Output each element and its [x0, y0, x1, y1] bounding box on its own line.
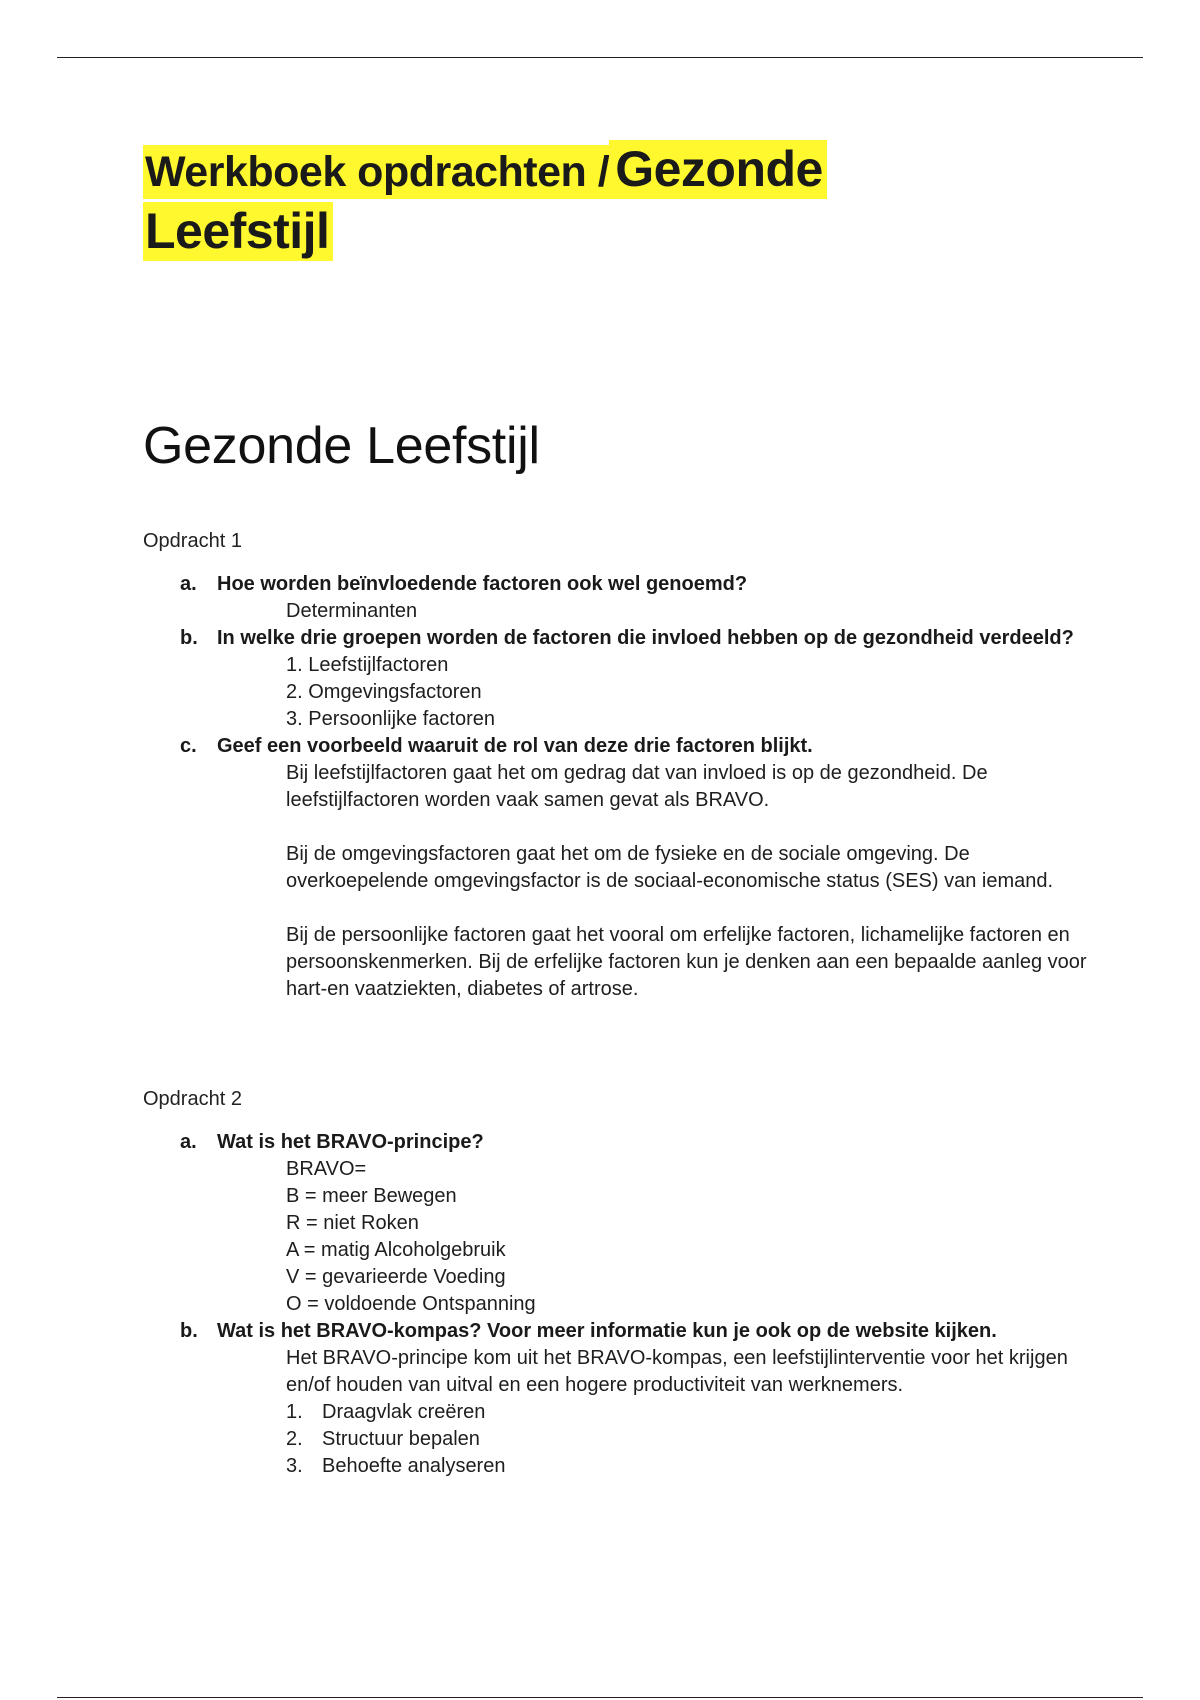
- question-2a: [143, 1129, 1093, 1156]
- list-text: Behoefte analyseren: [322, 1455, 506, 1477]
- question-text: Wat is het BRAVO-principe?: [217, 1131, 484, 1153]
- bravo-line: O = voldoende Ontspanning: [286, 1293, 536, 1315]
- answer-2a: [143, 1156, 1093, 1318]
- list-item: 2. Omgevingsfactoren: [286, 681, 482, 703]
- question-1b: [143, 625, 1093, 652]
- question-text: Wat is het BRAVO-kompas? Voor meer informatie kun je ook op de website kijken.: [217, 1320, 997, 1342]
- question-letter: a.: [180, 1131, 197, 1153]
- question-text: Hoe worden beïnvloedende factoren ook wel genoemd?: [217, 573, 748, 595]
- document-title: [143, 140, 1143, 262]
- answer-1c: [143, 760, 1093, 1003]
- question-letter: b.: [180, 627, 198, 649]
- opdracht-2-label: Opdracht 2: [143, 1088, 242, 1110]
- answer-paragraph: Bij de omgevingsfactoren gaat het om de fysieke en de sociale omgeving. De overkoepelende omgevingsfactor is de sociaal-economische status (SES) van iemand.: [286, 843, 1054, 892]
- question-text: Geef een voorbeeld waaruit de rol van deze drie factoren blijkt.: [217, 735, 813, 757]
- title-part-3: Leefstijl: [143, 202, 333, 261]
- question-letter: a.: [180, 573, 197, 595]
- answer-paragraph: Bij leefstijlfactoren gaat het om gedrag dat van invloed is op de gezondheid. De leefstijlfactoren worden vaak samen gevat als BRAVO.: [286, 762, 988, 811]
- opdracht-2-section: [143, 1086, 1093, 1480]
- bravo-line: B = meer Bewegen: [286, 1185, 457, 1207]
- list-number: 2.: [286, 1428, 303, 1450]
- list-text: Structuur bepalen: [322, 1428, 480, 1450]
- question-text: In welke drie groepen worden de factoren die invloed hebben op de gezondheid verdeeld?: [217, 627, 1074, 649]
- question-1c: [143, 733, 1093, 760]
- bravo-line: V = gevarieerde Voeding: [286, 1266, 506, 1288]
- list-item: [286, 1426, 1093, 1453]
- question-2b: [143, 1318, 1093, 1345]
- bravo-line: BRAVO=: [286, 1158, 367, 1180]
- answer-paragraph: Het BRAVO-principe kom uit het BRAVO-kompas, een leefstijlinterventie voor het krijgen en/of houden van uitval en een hogere productiviteit van werknemers.: [286, 1347, 1068, 1396]
- title-line-1: [143, 140, 1143, 200]
- list-number: 3.: [286, 1455, 303, 1477]
- section-heading: Gezonde Leefstijl: [143, 417, 540, 475]
- list-number: 1.: [286, 1401, 303, 1423]
- bravo-line: R = niet Roken: [286, 1212, 419, 1234]
- answer-paragraph: Bij de persoonlijke factoren gaat het vooral om erfelijke factoren, lichamelijke factoren en persoonskenmerken. Bij de erfelijke factoren kun je denken aan een bepaalde aanleg voor hart-en vaatziekten, diabetes of artrose.: [286, 924, 1087, 1000]
- question-letter: b.: [180, 1320, 198, 1342]
- answer-1b: [143, 652, 1093, 733]
- title-part-1: Werkboek opdrachten /: [143, 145, 609, 199]
- list-item: [286, 1399, 1093, 1426]
- list-text: Draagvlak creëren: [322, 1401, 486, 1423]
- question-letter: c.: [180, 735, 197, 757]
- opdracht-1-section: [143, 528, 1093, 1003]
- top-rule: [57, 57, 1143, 58]
- bravo-line: A = matig Alcoholgebruik: [286, 1239, 506, 1261]
- title-line-2: [143, 202, 1143, 262]
- bottom-rule: [57, 1697, 1143, 1698]
- list-item: [286, 1453, 1093, 1480]
- answer-1a: Determinanten: [286, 600, 418, 622]
- opdracht-1-label: Opdracht 1: [143, 530, 242, 552]
- list-item: 3. Persoonlijke factoren: [286, 708, 496, 730]
- question-1a: [143, 571, 1093, 598]
- title-part-2: Gezonde: [609, 140, 827, 199]
- answer-2b: [143, 1345, 1093, 1480]
- list-item: 1. Leefstijlfactoren: [286, 654, 449, 676]
